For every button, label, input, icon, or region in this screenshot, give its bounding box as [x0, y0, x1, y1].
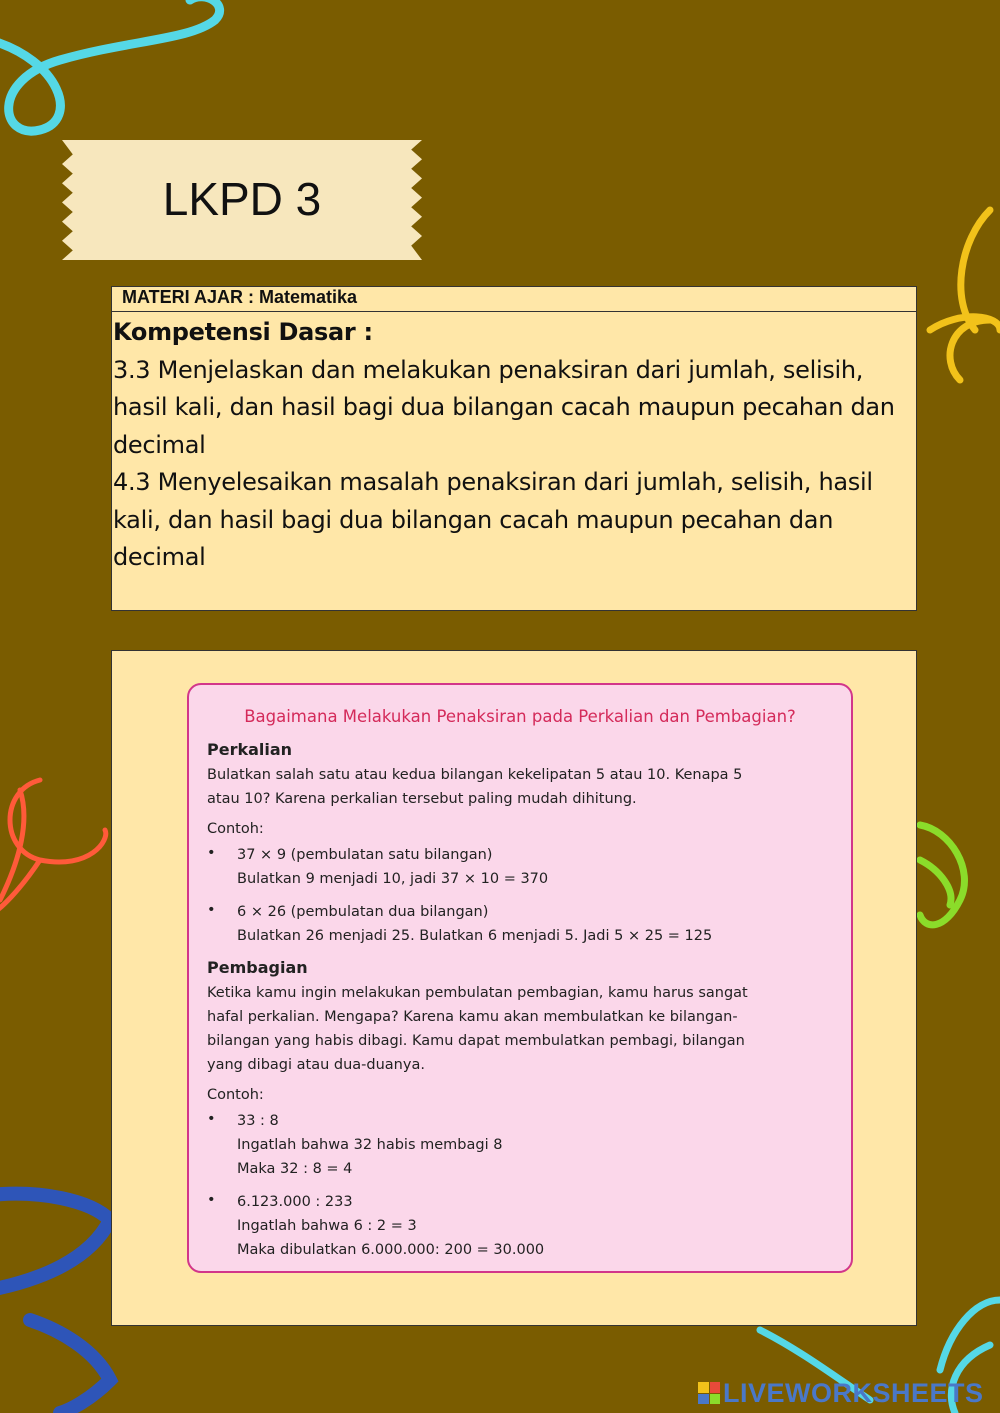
pembagian-example-2-detail: Ingatlah bahwa 6 : 2 = 3 — [237, 1218, 417, 1234]
material-card — [187, 683, 853, 1273]
liveworksheets-logo-icon — [698, 1382, 720, 1404]
pembagian-example-1-detail: Ingatlah bahwa 32 habis membagi 8 — [237, 1137, 503, 1153]
bullet: • — [207, 902, 216, 918]
kd-3-3: 3.3 Menjelaskan dan melakukan penaksiran dari jumlah, selisih, hasil kali, dan hasil bagi dua bilangan cacah maupun pecahan dan decimal — [113, 355, 895, 459]
bullet: • — [207, 1111, 216, 1127]
materi-label: MATERI AJAR : Matematika — [112, 287, 916, 312]
kompetensi-heading: Kompetensi Dasar : — [113, 318, 373, 346]
pembagian-line-4: yang dibagi atau dua-duanya. — [207, 1057, 425, 1073]
pembagian-example-2-result: Maka dibulatkan 6.000.000: 200 = 30.000 — [237, 1242, 545, 1258]
pembagian-example-1-result: Maka 32 : 8 = 4 — [237, 1161, 353, 1177]
pembagian-heading: Pembagian — [207, 958, 308, 977]
bullet: • — [207, 1192, 216, 1208]
pembagian-line-1: Ketika kamu ingin melakukan pembulatan pembagian, kamu harus sangat — [207, 985, 748, 1001]
brand-name: LIVEWORKSHEETS — [723, 1377, 984, 1408]
competency-body — [112, 312, 916, 577]
perkalian-contoh: Contoh: — [207, 821, 264, 837]
liveworksheets-brand[interactable] — [698, 1378, 984, 1408]
perkalian-example-1-detail: Bulatkan 9 menjadi 10, jadi 37 × 10 = 370 — [237, 871, 549, 887]
pembagian-line-2: hafal perkalian. Mengapa? Karena kamu akan membulatkan ke bilangan- — [207, 1009, 738, 1025]
competency-box — [111, 286, 917, 611]
pembagian-example-2: 6.123.000 : 233 — [237, 1194, 353, 1210]
perkalian-example-2: 6 × 26 (pembulatan dua bilangan) — [237, 904, 489, 920]
pembagian-contoh: Contoh: — [207, 1087, 264, 1103]
kd-4-3: 4.3 Menyelesaikan masalah penaksiran dari jumlah, selisih, hasil kali, dan hasil bagi dua bilangan cacah maupun pecahan dan decimal — [113, 468, 873, 571]
bullet: • — [207, 845, 216, 861]
pembagian-line-3: bilangan yang habis dibagi. Kamu dapat membulatkan pembagi, bilangan — [207, 1033, 745, 1049]
perkalian-heading: Perkalian — [207, 740, 293, 759]
material-title: Bagaimana Melakukan Penaksiran pada Perkalian dan Pembagian? — [244, 707, 796, 726]
page-title: LKPD 3 — [162, 173, 322, 225]
perkalian-line-1: Bulatkan salah satu atau kedua bilangan kekelipatan 5 atau 10. Kenapa 5 — [207, 767, 743, 783]
perkalian-example-1: 37 × 9 (pembulatan satu bilangan) — [237, 847, 493, 863]
perkalian-example-2-detail: Bulatkan 26 menjadi 25. Bulatkan 6 menjadi 5. Jadi 5 × 25 = 125 — [237, 928, 713, 944]
pembagian-example-1: 33 : 8 — [237, 1113, 279, 1129]
perkalian-line-2: atau 10? Karena perkalian tersebut paling mudah dihitung. — [207, 791, 637, 807]
